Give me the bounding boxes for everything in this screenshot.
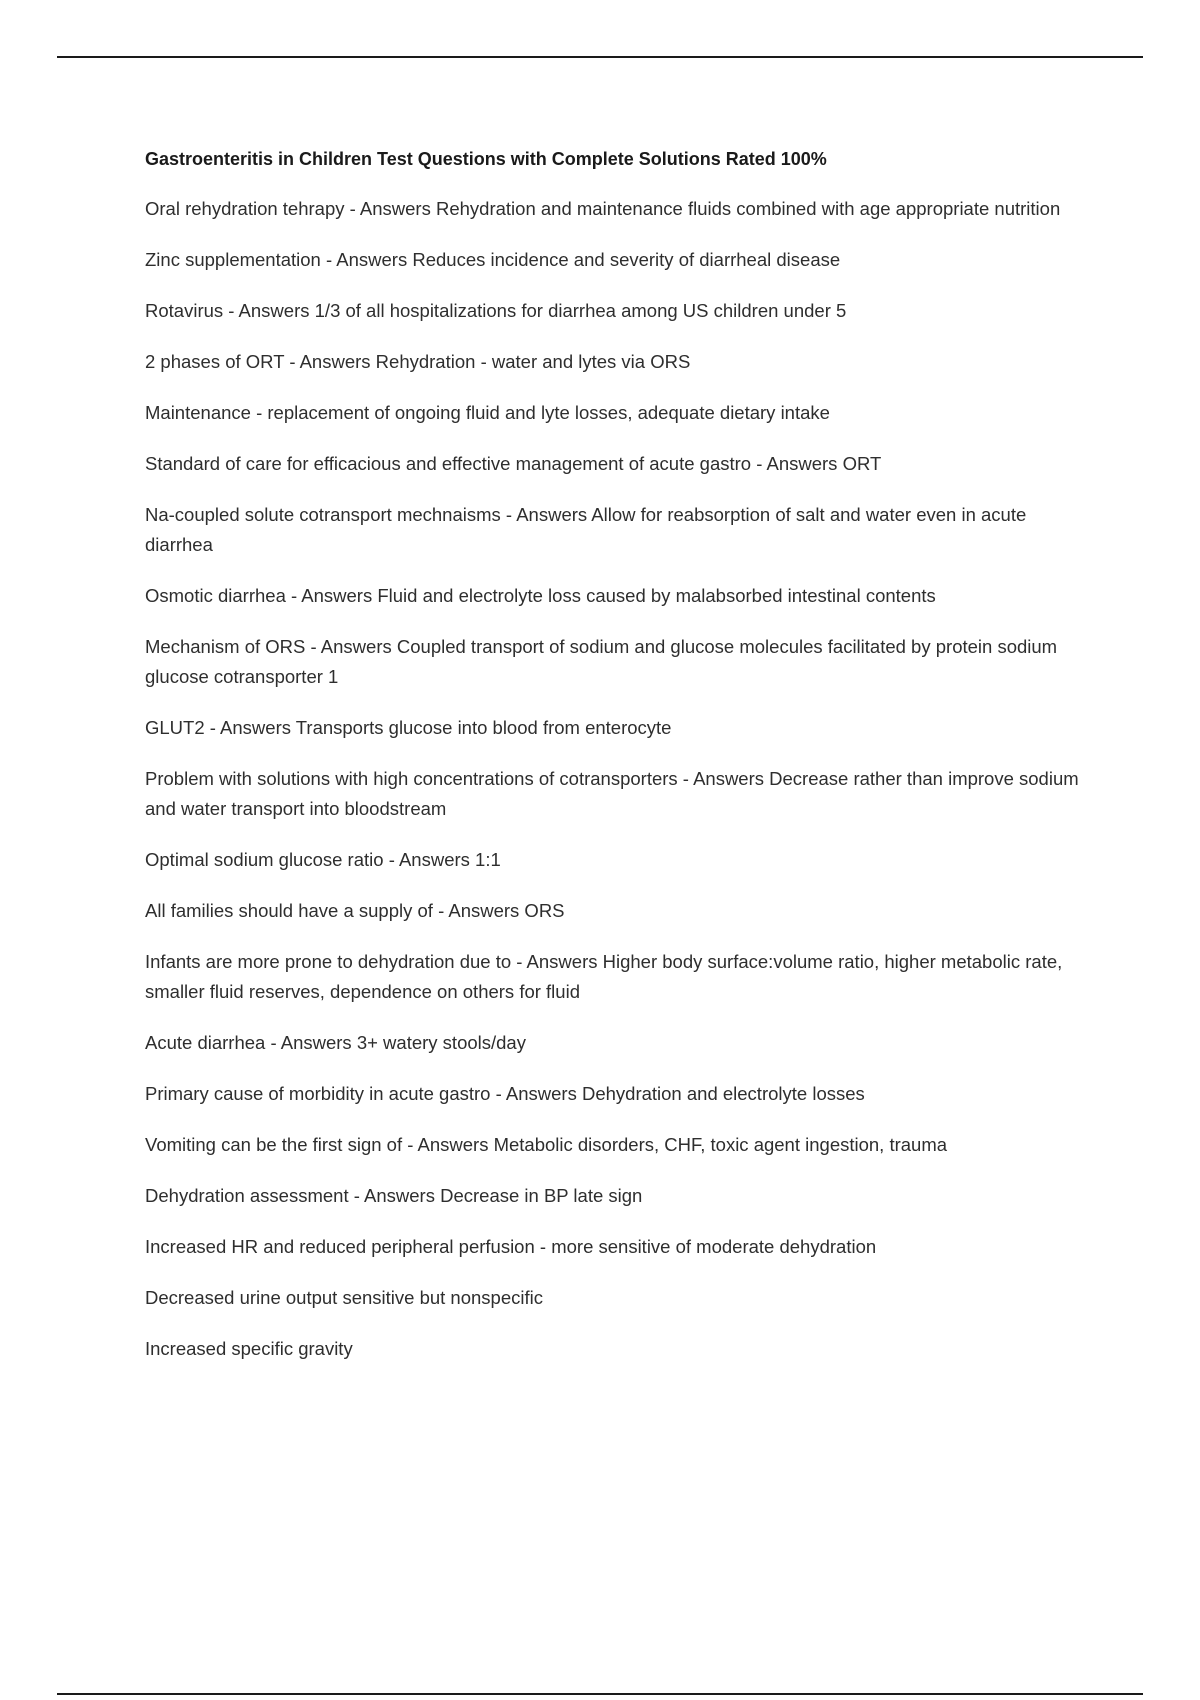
qa-item: Optimal sodium glucose ratio - Answers 1:1	[145, 849, 501, 870]
document-title: Gastroenteritis in Children Test Questions with Complete Solutions Rated 100%	[145, 149, 827, 169]
qa-item: Oral rehydration tehrapy - Answers Rehydration and maintenance fluids combined with age appropriate nutrition	[145, 198, 1061, 219]
qa-item: GLUT2 - Answers Transports glucose into blood from enterocyte	[145, 717, 672, 738]
qa-item: Na-coupled solute cotransport mechnaisms - Answers Allow for reabsorption of salt and water even in acute diarrhea	[145, 504, 1027, 555]
qa-item: Mechanism of ORS - Answers Coupled transport of sodium and glucose molecules facilitated by protein sodium glucose cotransporter 1	[145, 636, 1058, 687]
qa-item: Vomiting can be the first sign of - Answers Metabolic disorders, CHF, toxic agent ingestion, trauma	[145, 1134, 948, 1155]
qa-item: Increased specific gravity	[145, 1338, 353, 1359]
header-rule	[57, 56, 1143, 58]
qa-item: Problem with solutions with high concentrations of cotransporters - Answers Decrease rather than improve sodium and water transport into bloodstream	[145, 768, 1079, 819]
qa-item: Osmotic diarrhea - Answers Fluid and electrolyte loss caused by malabsorbed intestinal contents	[145, 585, 936, 606]
qa-item: Standard of care for efficacious and effective management of acute gastro - Answers ORT	[145, 453, 882, 474]
qa-item: Rotavirus - Answers 1/3 of all hospitalizations for diarrhea among US children under 5	[145, 300, 847, 321]
document-body	[145, 146, 1095, 1385]
qa-item: Maintenance - replacement of ongoing fluid and lyte losses, adequate dietary intake	[145, 402, 830, 423]
qa-item: Infants are more prone to dehydration due to - Answers Higher body surface:volume ratio, higher metabolic rate, smaller fluid reserves, dependence on others for fluid	[145, 951, 1063, 1002]
qa-item: Acute diarrhea - Answers 3+ watery stools/day	[145, 1032, 526, 1053]
qa-item: 2 phases of ORT - Answers Rehydration - water and lytes via ORS	[145, 351, 691, 372]
qa-item: Primary cause of morbidity in acute gastro - Answers Dehydration and electrolyte losses	[145, 1083, 865, 1104]
qa-item: Dehydration assessment - Answers Decrease in BP late sign	[145, 1185, 643, 1206]
qa-item: Increased HR and reduced peripheral perfusion - more sensitive of moderate dehydration	[145, 1236, 877, 1257]
qa-item: Decreased urine output sensitive but nonspecific	[145, 1287, 543, 1308]
qa-item: Zinc supplementation - Answers Reduces incidence and severity of diarrheal disease	[145, 249, 841, 270]
footer-rule	[57, 1693, 1143, 1695]
qa-item: All families should have a supply of - Answers ORS	[145, 900, 565, 921]
